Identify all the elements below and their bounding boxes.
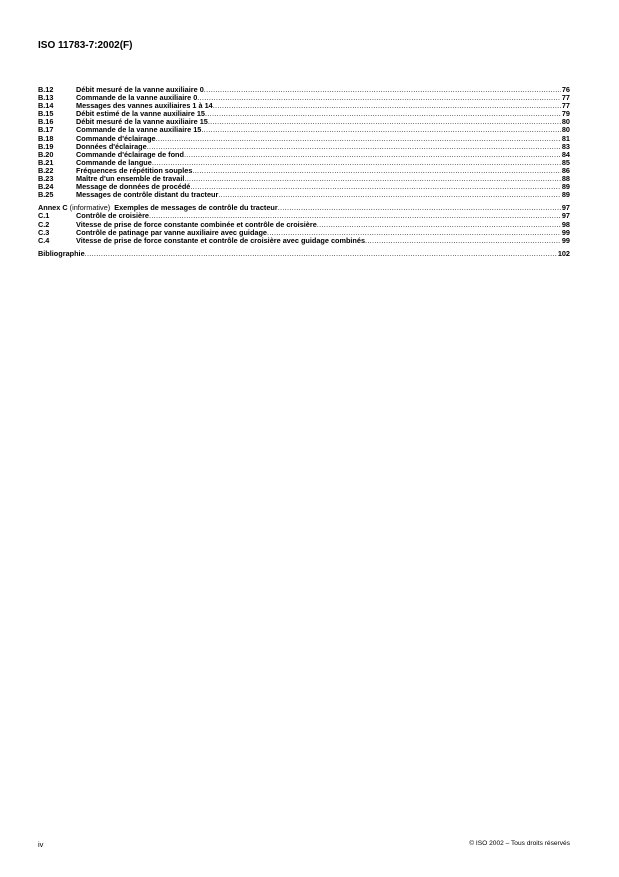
toc-entry-number: C.3 — [38, 227, 50, 237]
annex-c-informative: (informative) — [69, 203, 111, 213]
toc-entry-title: Message de données de procédé — [76, 182, 191, 192]
toc-bibliography[interactable] — [38, 250, 570, 258]
toc-leader-dots — [197, 94, 561, 102]
toc-leader-dots — [190, 183, 561, 191]
footer-page-number: iv — [38, 840, 44, 849]
toc-leader-dots — [201, 126, 561, 134]
toc-entry-title: Vitesse de prise de force constante combinée et contrôle de croisière — [76, 219, 317, 229]
toc-leader-dots — [152, 159, 561, 167]
toc-entry-page: 88 — [561, 174, 570, 184]
toc-leader-dots — [205, 110, 561, 118]
toc-entry-number: C.4 — [38, 235, 50, 245]
toc-leader-dots — [184, 175, 560, 183]
toc-entry-number: B.17 — [38, 125, 54, 135]
toc-entry-title: Contrôle de patinage par vanne auxiliaire avec guidage — [76, 227, 267, 237]
toc-entry-page: 77 — [561, 101, 570, 111]
annex-c-label: Annex C — [38, 203, 68, 213]
toc-entry-title: Commande de la vanne auxiliaire 15 — [76, 125, 202, 135]
toc-entry-page: 89 — [561, 182, 570, 192]
toc-leader-dots — [278, 204, 561, 212]
toc-leader-dots — [317, 221, 561, 229]
toc-entry-page: 81 — [561, 133, 570, 143]
toc-entry-number: B.16 — [38, 117, 54, 127]
toc-entry-number: B.21 — [38, 157, 54, 167]
toc-entry-title: Commande d'éclairage — [76, 133, 156, 143]
toc-entry-number: B.24 — [38, 182, 54, 192]
toc-entry-page: 99 — [561, 227, 570, 237]
annex-c-page: 97 — [561, 203, 570, 213]
toc-entry-title: Débit mesuré de la vanne auxiliaire 0 — [76, 85, 204, 94]
toc-entry-number: B.14 — [38, 101, 54, 111]
bibliography-title: Bibliographie — [38, 248, 85, 258]
toc-entry-title: Débit mesuré de la vanne auxiliaire 15 — [76, 117, 208, 127]
toc-entry-page: 79 — [561, 109, 570, 119]
toc-entry-title: Vitesse de prise de force constante et contrôle de croisière avec guidage combinés — [76, 235, 366, 245]
toc-entry-page: 97 — [561, 211, 570, 221]
toc-entry-number: B.12 — [38, 85, 54, 94]
toc-leader-dots — [218, 191, 561, 199]
footer-copyright: © ISO 2002 – Tous droits réservés — [469, 840, 570, 847]
toc-entry[interactable] — [38, 191, 570, 199]
toc-entry-number: B.13 — [38, 93, 54, 103]
toc-entry-page: 84 — [561, 149, 570, 159]
toc-entry-title: Commande de la vanne auxiliaire 0 — [76, 93, 198, 103]
toc-entry-title: Commande d'éclairage de fond — [76, 149, 184, 159]
toc-entry-page: 80 — [561, 125, 570, 135]
toc-entry-title: Données d'éclairage — [76, 141, 147, 151]
toc-entry-title: Fréquences de répétition souples — [76, 165, 193, 175]
toc-leader-dots — [85, 250, 557, 258]
toc-leader-dots — [365, 237, 561, 245]
toc-leader-dots — [192, 167, 561, 175]
toc-entry-number: C.1 — [38, 211, 50, 221]
toc-entry-page: 86 — [561, 165, 570, 175]
toc-entry-page: 83 — [561, 141, 570, 151]
toc-entry-number: B.18 — [38, 133, 54, 143]
toc-entry-title: Messages de contrôle distant du tracteur — [76, 190, 219, 200]
toc-entry-number: B.23 — [38, 174, 54, 184]
table-of-contents — [38, 86, 570, 258]
toc-entry-number: B.15 — [38, 109, 54, 119]
toc-entry-page: 85 — [561, 157, 570, 167]
toc-entry-title: Contrôle de croisière — [76, 211, 149, 221]
toc-entry-number: B.25 — [38, 190, 54, 200]
toc-entry-title: Débit estimé de la vanne auxiliaire 15 — [76, 109, 205, 119]
toc-entry-title: Messages des vannes auxiliaires 1 à 14 — [76, 101, 213, 111]
toc-leader-dots — [156, 135, 561, 143]
toc-leader-dots — [208, 118, 561, 126]
toc-annex-c-entries — [38, 212, 570, 244]
toc-entry-number: B.19 — [38, 141, 54, 151]
toc-leader-dots — [204, 86, 561, 94]
toc-leader-dots — [184, 151, 561, 159]
toc-entry-page: 80 — [561, 117, 570, 127]
toc-leader-dots — [213, 102, 561, 110]
toc-entry-number: B.22 — [38, 165, 54, 175]
toc-entry-page: 99 — [561, 235, 570, 245]
toc-entry-page: 77 — [561, 93, 570, 103]
toc-entry-title: Maître d'un ensemble de travail — [76, 174, 185, 184]
toc-entry-page: 76 — [561, 85, 570, 94]
toc-entry-number: C.2 — [38, 219, 50, 229]
toc-entry-page: 89 — [561, 190, 570, 200]
annex-c-title: Exemples de messages de contrôle du tracteur — [114, 203, 278, 213]
toc-leader-dots — [147, 143, 561, 151]
toc-entry-title: Commande de langue — [76, 157, 152, 167]
toc-entry-page: 98 — [561, 219, 570, 229]
document-header: ISO 11783-7:2002(F) — [38, 40, 133, 51]
toc-entry[interactable] — [38, 237, 570, 245]
toc-entry-number: B.20 — [38, 149, 54, 159]
toc-annex-b-entries — [38, 86, 570, 199]
bibliography-page: 102 — [557, 248, 570, 258]
